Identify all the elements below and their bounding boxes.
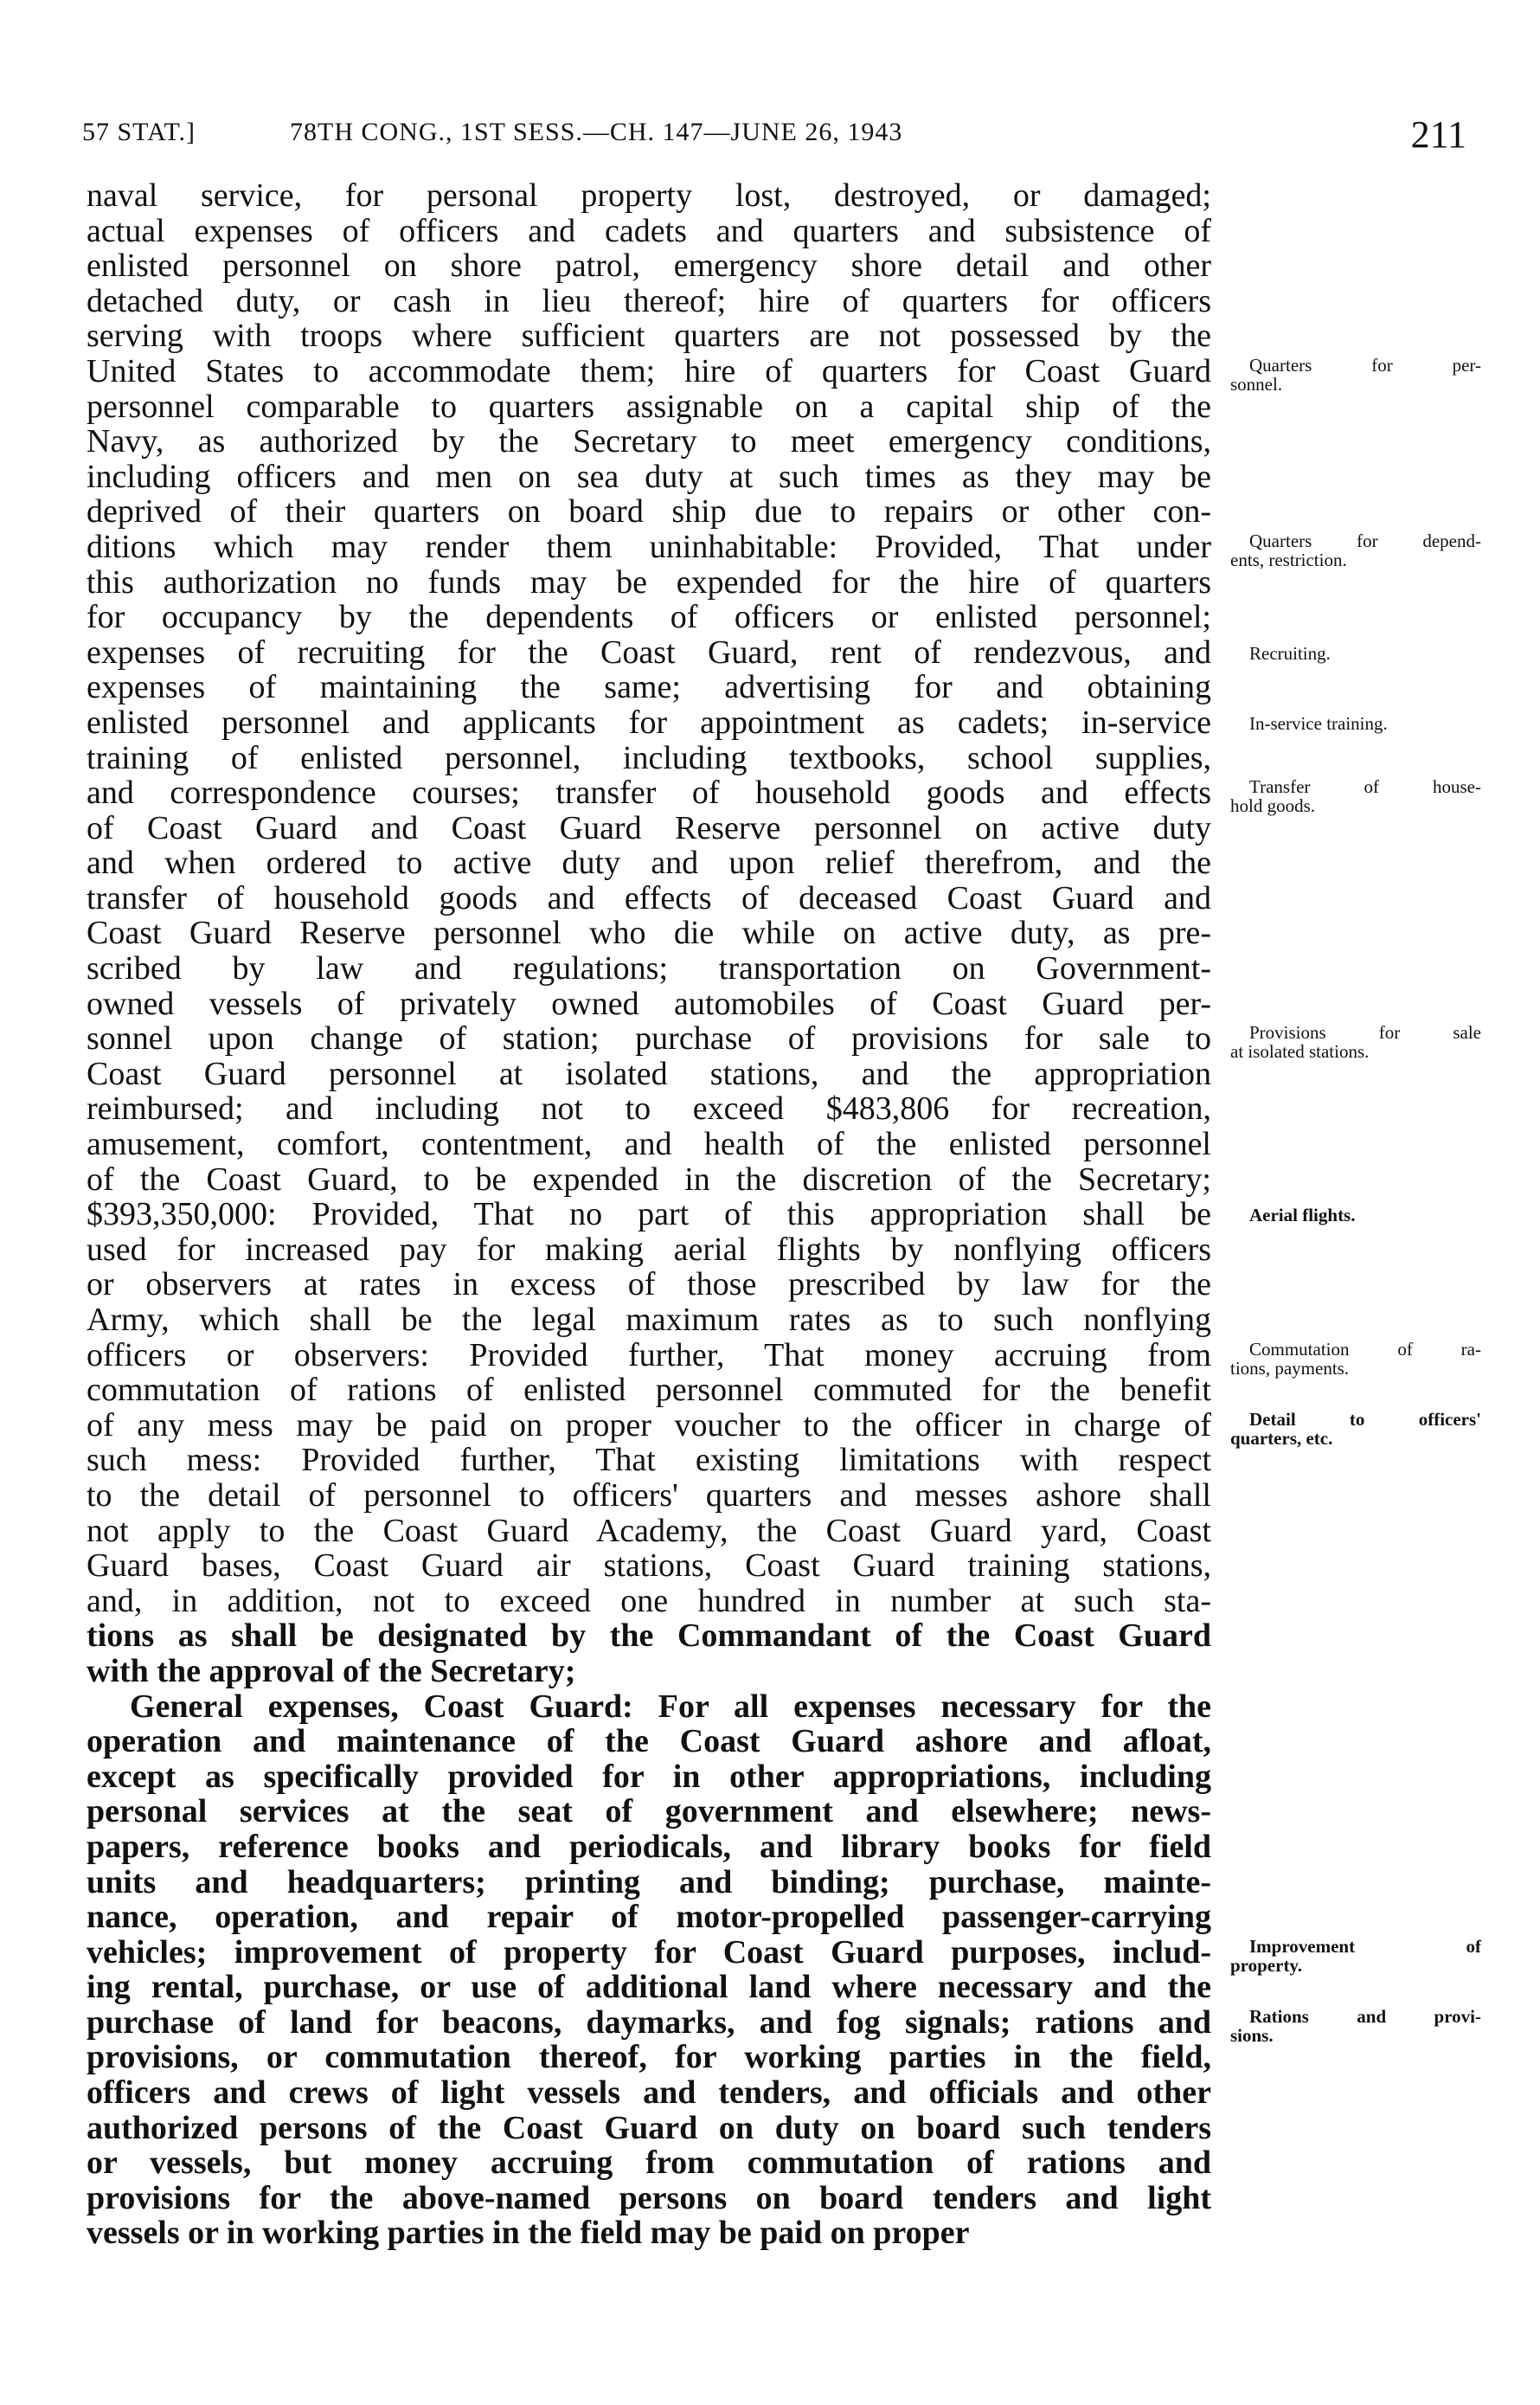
marginal-note-line: Recruiting. — [1249, 642, 1331, 664]
marginal-note-line: Quarters for per- — [1249, 355, 1481, 376]
text-line: units and headquarters; printing and binding; purchase, mainte- — [87, 1863, 1211, 1900]
text-line: actual expenses of officers and cadets and quarters and subsistence of — [87, 212, 1211, 249]
text-line: United States to accommodate them; hire of quarters for Coast Guard — [87, 352, 1211, 389]
text-line: reimbursed; and including not to exceed $483,806 for recreation, — [87, 1090, 1211, 1128]
marginal-note-line: sions. — [1230, 2025, 1274, 2047]
text-line: used for increased pay for making aerial flights by nonflying officers — [87, 1231, 1211, 1268]
marginal-note-line: hold goods. — [1230, 795, 1316, 817]
text-line: amusement, comfort, contentment, and health of the enlisted personnel — [87, 1126, 1211, 1163]
marginal-note-line: In-service training. — [1249, 713, 1388, 734]
text-line: such mess: Provided further, That existing limitations with respect — [87, 1442, 1211, 1479]
text-line: serving with troops where sufficient quarters are not possessed by the — [87, 318, 1211, 355]
text-line: owned vessels of privately owned automobiles of Coast Guard per- — [87, 985, 1211, 1022]
text-line: to the detail of personnel to officers' quarters and messes ashore shall — [87, 1476, 1211, 1514]
text-line: including officers and men on sea duty at such times as they may be — [87, 458, 1211, 495]
marginal-note — [1230, 2007, 1481, 2045]
text-line: not apply to the Coast Guard Academy, the Coast Guard yard, Coast — [87, 1512, 1211, 1549]
text-line: officers or observers: Provided further, That money accruing from — [87, 1336, 1211, 1373]
session-chapter-date: 78TH CONG., 1ST SESS.—CH. 147—JUNE 26, 1943 — [290, 118, 903, 146]
marginal-note — [1230, 1410, 1481, 1448]
text-line: commutation of rations of enlisted personnel commuted for the benefit — [87, 1372, 1211, 1409]
text-line: scribed by law and regulations; transportation on Government- — [87, 950, 1211, 987]
text-line: officers and crews of light vessels and tenders, and officials and other — [87, 2074, 1211, 2112]
marginal-note-line: at isolated stations. — [1230, 1041, 1370, 1063]
text-line: sonnel upon change of station; purchase of provisions for sale to — [87, 1020, 1211, 1058]
marginal-note — [1230, 777, 1481, 815]
text-line: provisions for the above-named persons on board tenders and light — [87, 2179, 1211, 2216]
text-line: this authorization no funds may be expended for the hire of quarters — [87, 563, 1211, 601]
text-line: tions as shall be designated by the Commandant of the Coast Guard — [87, 1617, 1211, 1655]
marginal-note-line: ents, restriction. — [1230, 550, 1347, 570]
text-line: Navy, as authorized by the Secretary to meet emergency conditions, — [87, 423, 1211, 460]
text-line: of any mess may be paid on proper voucher to the officer in charge of — [87, 1406, 1211, 1444]
text-line: expenses of maintaining the same; advertising for and obtaining — [87, 669, 1211, 706]
marginal-note — [1230, 1340, 1481, 1378]
text-line: vehicles; improvement of property for Coast Guard purposes, includ- — [87, 1933, 1211, 1971]
text-line: of the Coast Guard, to be expended in the discretion of the Secretary; — [87, 1161, 1211, 1198]
marginal-note — [1230, 1206, 1481, 1225]
statute-volume-label: 57 STAT.] — [82, 118, 196, 146]
text-line: personnel comparable to quarters assignable on a capital ship of the — [87, 388, 1211, 425]
text-line: operation and maintenance of the Coast Guard ashore and afloat, — [87, 1723, 1211, 1760]
text-line: authorized persons of the Coast Guard on duty on board such tenders — [87, 2109, 1211, 2146]
text-line: Guard bases, Coast Guard air stations, Coast Guard training stations, — [87, 1547, 1211, 1585]
marginal-note — [1230, 714, 1481, 733]
marginal-note-line: tions, payments. — [1230, 1357, 1350, 1379]
text-line: and when ordered to active duty and upon relief therefrom, and the — [87, 845, 1211, 882]
text-line: and, in addition, not to exceed one hundred in number at such sta- — [87, 1582, 1211, 1619]
text-line: Coast Guard Reserve personnel who die while on active duty, as pre- — [87, 915, 1211, 952]
text-line: vessels or in working parties in the field may be paid on proper — [87, 2215, 970, 2252]
text-line: of Coast Guard and Coast Guard Reserve personnel on active duty — [87, 809, 1211, 846]
marginal-note-line: Transfer of house- — [1249, 776, 1481, 798]
marginal-note-line: Quarters for depend- — [1249, 531, 1481, 551]
text-line: enlisted personnel on shore patrol, emergency shore detail and other — [87, 248, 1211, 285]
text-line: detached duty, or cash in lieu thereof; hire of quarters for officers — [87, 282, 1211, 319]
running-head — [82, 113, 1466, 164]
text-line: purchase of land for beacons, daymarks, and fog signals; rations and — [87, 2003, 1211, 2041]
marginal-note-line: Improvement of — [1249, 1936, 1481, 1957]
text-line: enlisted personnel and applicants for appointment as cadets; in-service — [87, 704, 1211, 741]
text-line: papers, reference books and periodicals, and library books for field — [87, 1828, 1211, 1865]
text-line: and correspondence courses; transfer of household goods and effects — [87, 775, 1211, 812]
marginal-note-line: Detail to officers' — [1249, 1409, 1481, 1430]
marginal-note-line: Commutation of ra- — [1249, 1338, 1481, 1360]
body-text — [87, 178, 1211, 2251]
text-line: expenses of recruiting for the Coast Guard, rent of rendezvous, and — [87, 633, 1211, 671]
marginal-note-line: Rations and provi- — [1249, 2006, 1481, 2028]
text-line: or observers at rates in excess of those prescribed by law for the — [87, 1266, 1211, 1303]
text-line: except as specifically provided for in other appropriations, including — [87, 1758, 1211, 1795]
text-line: nance, operation, and repair of motor-propelled passenger-carrying — [87, 1899, 1211, 1936]
text-line: naval service, for personal property lost, destroyed, or damaged; — [87, 177, 1211, 214]
page-number: 211 — [1410, 113, 1466, 156]
text-line: for occupancy by the dependents of officers or enlisted personnel; — [87, 599, 1211, 636]
text-line: provisions, or commutation thereof, for working parties in the field, — [87, 2039, 1211, 2076]
text-line: ditions which may render them uninhabitable: Provided, That under — [87, 528, 1211, 565]
text-line: with the approval of the Secretary; — [87, 1652, 576, 1689]
marginal-note — [1230, 1023, 1481, 1061]
marginal-note — [1230, 356, 1481, 394]
text-line: or vessels, but money accruing from commutation of rations and — [87, 2145, 1211, 2182]
marginal-note-line: Provisions for sale — [1249, 1022, 1481, 1044]
text-line: personal services at the seat of government and elsewhere; news- — [87, 1793, 1211, 1830]
marginal-note-line: property. — [1230, 1955, 1303, 1976]
text-line: transfer of household goods and effects of deceased Coast Guard and — [87, 879, 1211, 916]
text-line: Army, which shall be the legal maximum rates as to such nonflying — [87, 1302, 1211, 1338]
marginal-note — [1230, 1937, 1481, 1975]
marginal-note — [1230, 644, 1481, 663]
text-line: Coast Guard personnel at isolated stations, and the appropriation — [87, 1055, 1211, 1092]
text-line: ing rental, purchase, or use of additional land where necessary and the — [87, 1969, 1211, 2006]
marginal-note-line: Aerial flights. — [1249, 1205, 1356, 1226]
text-line: General expenses, Coast Guard: For all expenses necessary for the — [130, 1688, 1211, 1725]
text-line: deprived of their quarters on board ship due to repairs or other con- — [87, 493, 1211, 531]
text-line: training of enlisted personnel, including textbooks, school supplies, — [87, 739, 1211, 776]
marginal-note-line: sonnel. — [1230, 374, 1283, 395]
marginal-note — [1230, 531, 1481, 569]
marginal-note-line: quarters, etc. — [1230, 1428, 1333, 1449]
text-line: $393,350,000: Provided, That no part of this appropriation shall be — [87, 1196, 1211, 1233]
